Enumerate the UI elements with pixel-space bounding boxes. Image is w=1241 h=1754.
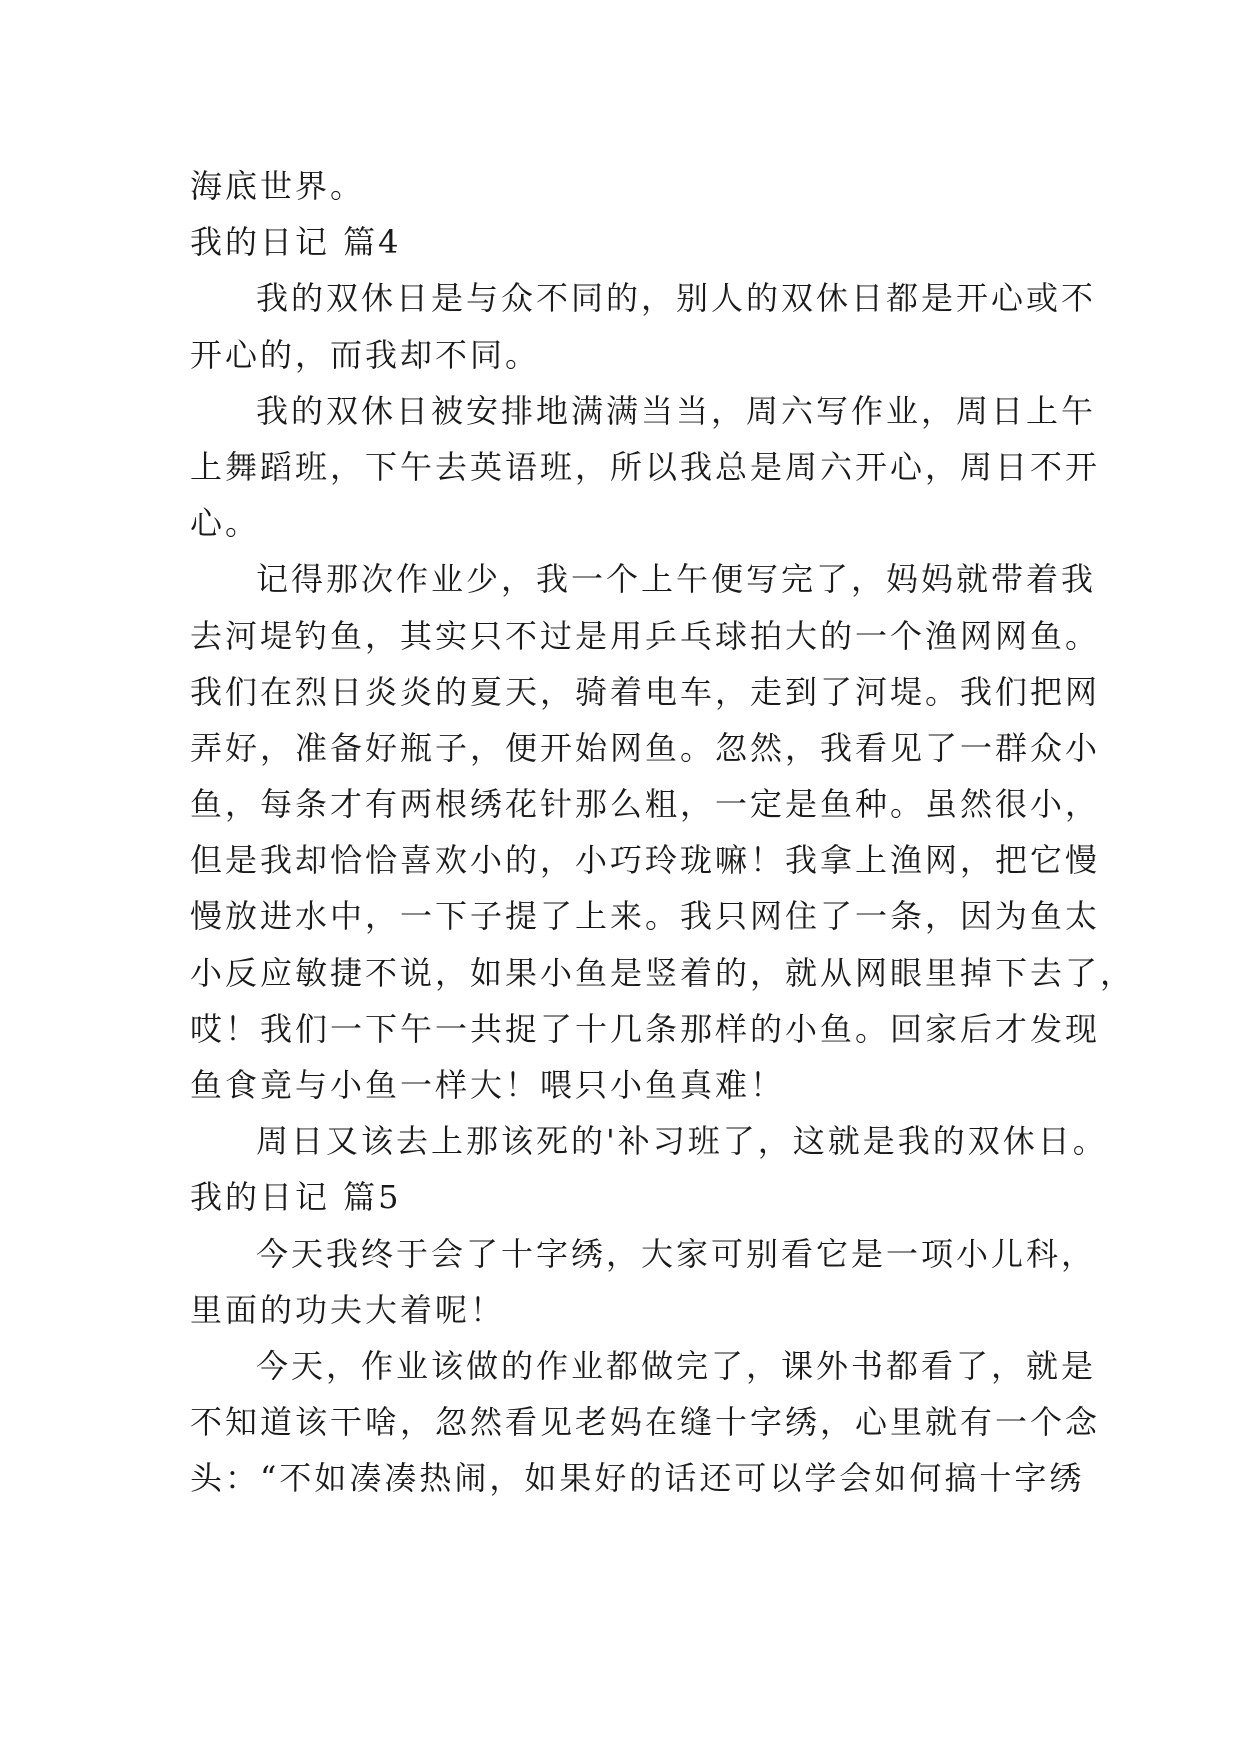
text-line: 弄好，准备好瓶子，便开始网鱼。忽然，我看见了一群众小: [190, 728, 1101, 767]
text-line: 心。: [190, 504, 261, 543]
text-line: 不知道该干啥，忽然看见老妈在缝十字绣，心里就有一个念: [190, 1403, 1101, 1442]
text-line: 慢放进水中，一下子提了上来。我只网住了一条，因为鱼太: [190, 897, 1101, 936]
text-line: 但是我却恰恰喜欢小的，小巧玲珑嘛！我拿上渔网，把它慢: [190, 841, 1101, 880]
section-heading: 我的日记 篇5: [190, 1178, 402, 1217]
text-line: 我的双休日是与众不同的，别人的双休日都是开心或不: [256, 279, 1097, 318]
document-body: [190, 158, 1136, 1507]
text-line: 上舞蹈班，下午去英语班，所以我总是周六开心，周日不开: [190, 447, 1101, 486]
text-line: 今天，作业该做的作业都做完了，课外书都看了，就是: [256, 1346, 1097, 1385]
section-heading: 我的日记 篇4: [190, 223, 402, 262]
text-line: 海底世界。: [190, 167, 366, 205]
text-line: 今天我终于会了十字绣，大家可别看它是一项小儿科，: [256, 1234, 1097, 1273]
text-line: 鱼食竟与小鱼一样大！喂只小鱼真难！: [190, 1066, 786, 1104]
text-line: 鱼，每条才有两根绣花针那么粗，一定是鱼种。虽然很小，: [190, 785, 1101, 824]
text-line: 头：“不如凑凑热闹，如果好的话还可以学会如何搞十字绣: [190, 1459, 1085, 1498]
text-line: 去河堤钓鱼，其实只不过是用乒乓球拍大的一个渔网网鱼。: [190, 616, 1101, 655]
text-line: 里面的功夫大着呢！: [190, 1290, 506, 1329]
text-line: 哎！我们一下午一共捉了十几条那样的小鱼。回家后才发现: [190, 1009, 1101, 1048]
text-line: 我的双休日被安排地满满当当，周六写作业，周日上午: [256, 391, 1097, 430]
text-line: 记得那次作业少，我一个上午便写完了，妈妈就带着我: [256, 560, 1097, 599]
text-line: 开心的，而我却不同。: [190, 335, 541, 374]
text-line: 小反应敏捷不说，如果小鱼是竖着的，就从网眼里掉下去了，: [190, 953, 1136, 992]
text-line: 周日又该去上那该死的'补习班了，这就是我的双休日。: [256, 1122, 1108, 1161]
text-line: 我们在烈日炎炎的夏天，骑着电车，走到了河堤。我们把网: [190, 672, 1101, 711]
